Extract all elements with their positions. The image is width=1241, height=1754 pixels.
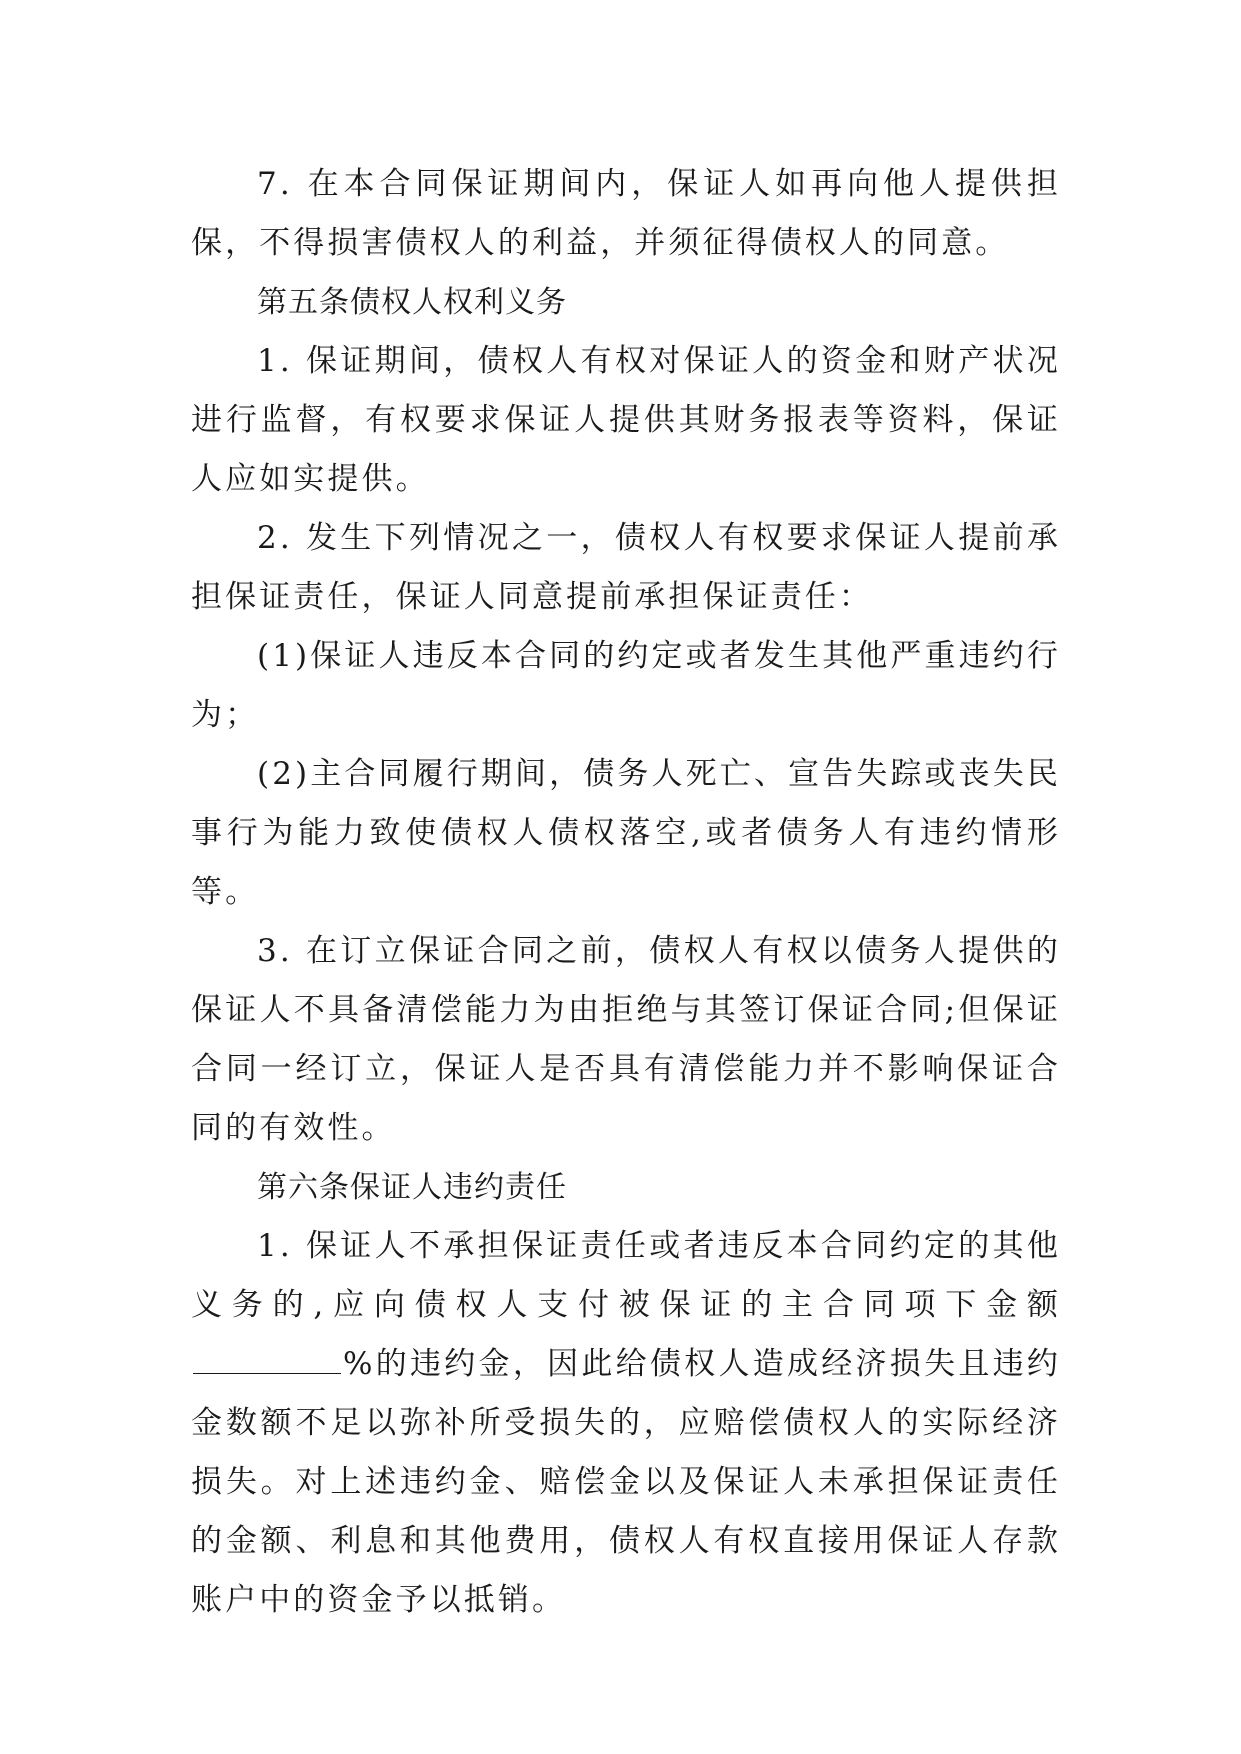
paragraph-supervision: 1. 保证期间，债权人有权对保证人的资金和财产状况进行监督，有权要求保证人提供其财务报表等资料，保证人应如实提供。	[191, 343, 1061, 497]
penalty-text-after: %的违约金，因此给债权人造成经济损失且违约金数额不足以弥补所受损失的，应赔偿债权人的实际经济损失。对上述违约金、赔偿金以及保证人未承担保证责任的金额、利息和其他费用，债权人有权直接用保证人存款账户中的资金予以抵销。	[191, 1346, 1061, 1618]
paragraph-early-liability: 2. 发生下列情况之一，债权人有权要求保证人提前承担保证责任，保证人同意提前承担保证责任：	[191, 520, 1061, 615]
penalty-text-before: 1. 保证人不承担保证责任或者违反本合同约定的其他义务的,应向债权人支付被保证的主合同项下金额	[191, 1228, 1061, 1323]
article-six-heading: 第六条保证人违约责任	[257, 1170, 567, 1205]
document-body	[191, 155, 1061, 1630]
paragraph-item-1: (1)保证人违反本合同的约定或者发生其他严重违约行为；	[191, 638, 1061, 733]
percentage-blank-field	[193, 1345, 341, 1374]
paragraph-item-2: (2)主合同履行期间，债务人死亡、宣告失踪或丧失民事行为能力致使债权人债权落空,或者债务人有违约情形等。	[191, 756, 1061, 910]
article-five-heading: 第五条债权人权利义务	[257, 285, 567, 320]
paragraph-solvency: 3. 在订立保证合同之前，债权人有权以债务人提供的保证人不具备清偿能力为由拒绝与其签订保证合同;但保证合同一经订立，保证人是否具有清偿能力并不影响保证合同的有效性。	[191, 933, 1061, 1146]
paragraph-penalty	[191, 1217, 1061, 1630]
paragraph-guarantee-period: 7. 在本合同保证期间内，保证人如再向他人提供担保，不得损害债权人的利益，并须征得债权人的同意。	[191, 166, 1061, 261]
